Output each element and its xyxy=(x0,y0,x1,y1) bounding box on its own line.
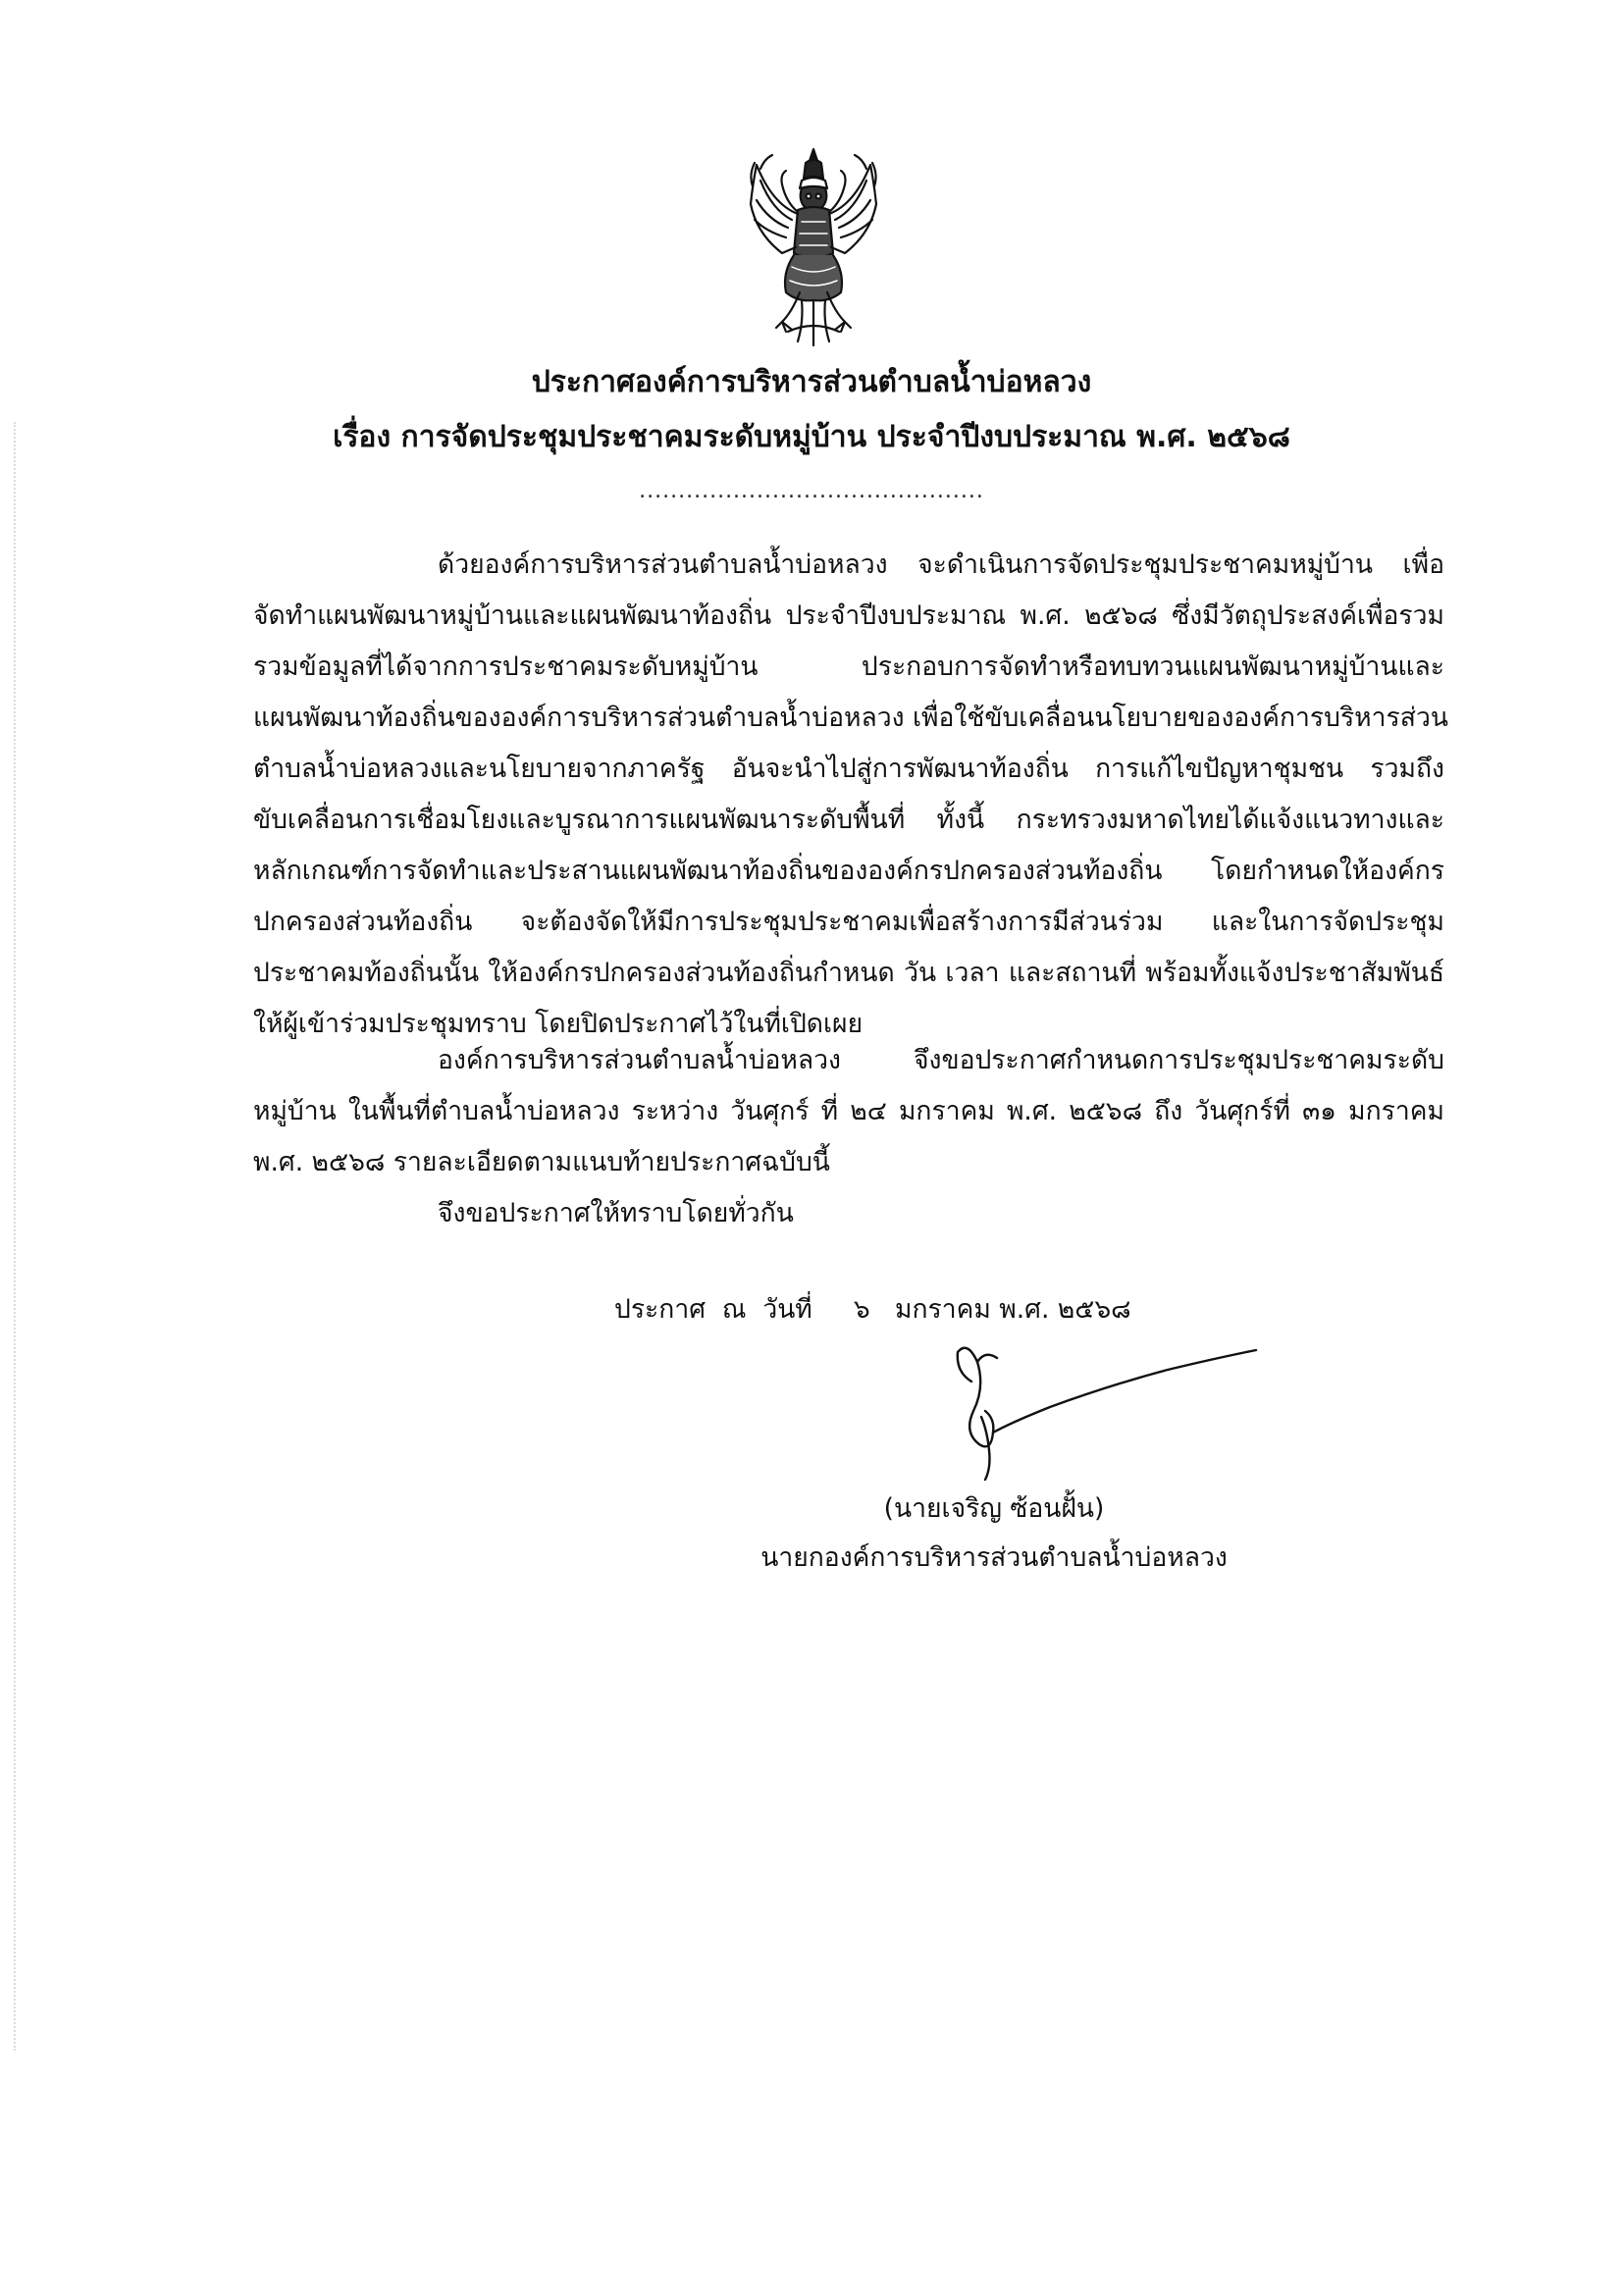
announcement-date: ประกาศ ณ วันที่ ๖ มกราคม พ.ศ. ๒๕๖๘ xyxy=(614,1294,1131,1325)
paragraph-line: แผนพัฒนาท้องถิ่นขององค์การบริหารส่วนตำบลน้ำบ่อหลวง เพื่อใช้ขับเคลื่อนนโยบายขององค์การบริหารส่วน xyxy=(253,703,1448,733)
signer-name: (นายเจริญ ซ้อนฝั้น) xyxy=(883,1493,1105,1524)
handwritten-signature xyxy=(942,1342,1266,1485)
paragraph-line: จัดทำแผนพัฒนาหมู่บ้านและแผนพัฒนาท้องถิ่น ประจำปีงบประมาณ พ.ศ. ๒๕๖๘ ซึ่งมีวัตถุประสงค์เพื่อรวม xyxy=(253,600,1444,631)
paragraph-line: ด้วยองค์การบริหารส่วนตำบลน้ำบ่อหลวง จะดำเนินการจัดประชุมประชาคมหมู่บ้าน เพื่อ xyxy=(438,549,1444,580)
closing-statement: จึงขอประกาศให้ทราบโดยทั่วกัน xyxy=(438,1198,794,1228)
body-paragraph-2 xyxy=(253,1035,1444,1188)
announcement-title: ประกาศองค์การบริหารส่วนตำบลน้ำบ่อหลวง xyxy=(531,365,1092,399)
body-paragraph-1 xyxy=(253,540,1448,1050)
scan-margin-marks xyxy=(14,422,19,2051)
garuda-emblem-icon xyxy=(743,145,885,349)
paragraph-line: องค์การบริหารส่วนตำบลน้ำบ่อหลวง จึงขอประกาศกำหนดการประชุมประชาคมระดับ xyxy=(438,1045,1444,1075)
separator-line: ............................................ xyxy=(639,479,984,503)
paragraph-line: ให้ผู้เข้าร่วมประชุมทราบ โดยปิดประกาศไว้ในที่เปิดเผย xyxy=(253,1009,864,1039)
paragraph-line: ขับเคลื่อนการเชื่อมโยงและบูรณาการแผนพัฒนาระดับพื้นที่ ทั้งนี้ กระทรวงมหาดไทยได้แจ้งแนวทางและ xyxy=(253,805,1444,835)
paragraph-line: รวมข้อมูลที่ได้จากการประชาคมระดับหมู่บ้าน ประกอบการจัดทำหรือทบทวนแผนพัฒนาหมู่บ้านและ xyxy=(253,652,1444,682)
paragraph-line: ปกครองส่วนท้องถิ่น จะต้องจัดให้มีการประชุมประชาคมเพื่อสร้างการมีส่วนร่วม และในการจัดประชุม xyxy=(253,907,1444,937)
paragraph-line: หลักเกณฑ์การจัดทำและประสานแผนพัฒนาท้องถิ่นขององค์กรปกครองส่วนท้องถิ่น โดยกำหนดให้องค์กร xyxy=(253,856,1444,886)
paragraph-line: หมู่บ้าน ในพื้นที่ตำบลน้ำบ่อหลวง ระหว่าง วันศุกร์ ที่ ๒๔ มกราคม พ.ศ. ๒๕๖๘ ถึง วันศุกร์ที่ ๓๑ มกราคม xyxy=(253,1096,1444,1126)
paragraph-line: ประชาคมท้องถิ่นนั้น ให้องค์กรปกครองส่วนท้องถิ่นกำหนด วัน เวลา และสถานที่ พร้อมทั้งแจ้งประชาสัมพันธ์ xyxy=(253,958,1444,988)
paragraph-line: ตำบลน้ำบ่อหลวงและนโยบายจากภาครัฐ อันจะนำไปสู่การพัฒนาท้องถิ่น การแก้ไขปัญหาชุมชน รวมถึง xyxy=(253,754,1444,784)
signer-title: นายกองค์การบริหารส่วนตำบลน้ำบ่อหลวง xyxy=(760,1542,1228,1573)
paragraph-line: พ.ศ. ๒๕๖๘ รายละเอียดตามแนบท้ายประกาศฉบับนี้ xyxy=(253,1147,830,1177)
announcement-subject: เรื่อง การจัดประชุมประชาคมระดับหมู่บ้าน ประจำปีงบประมาณ พ.ศ. ๒๕๖๘ xyxy=(333,420,1290,454)
